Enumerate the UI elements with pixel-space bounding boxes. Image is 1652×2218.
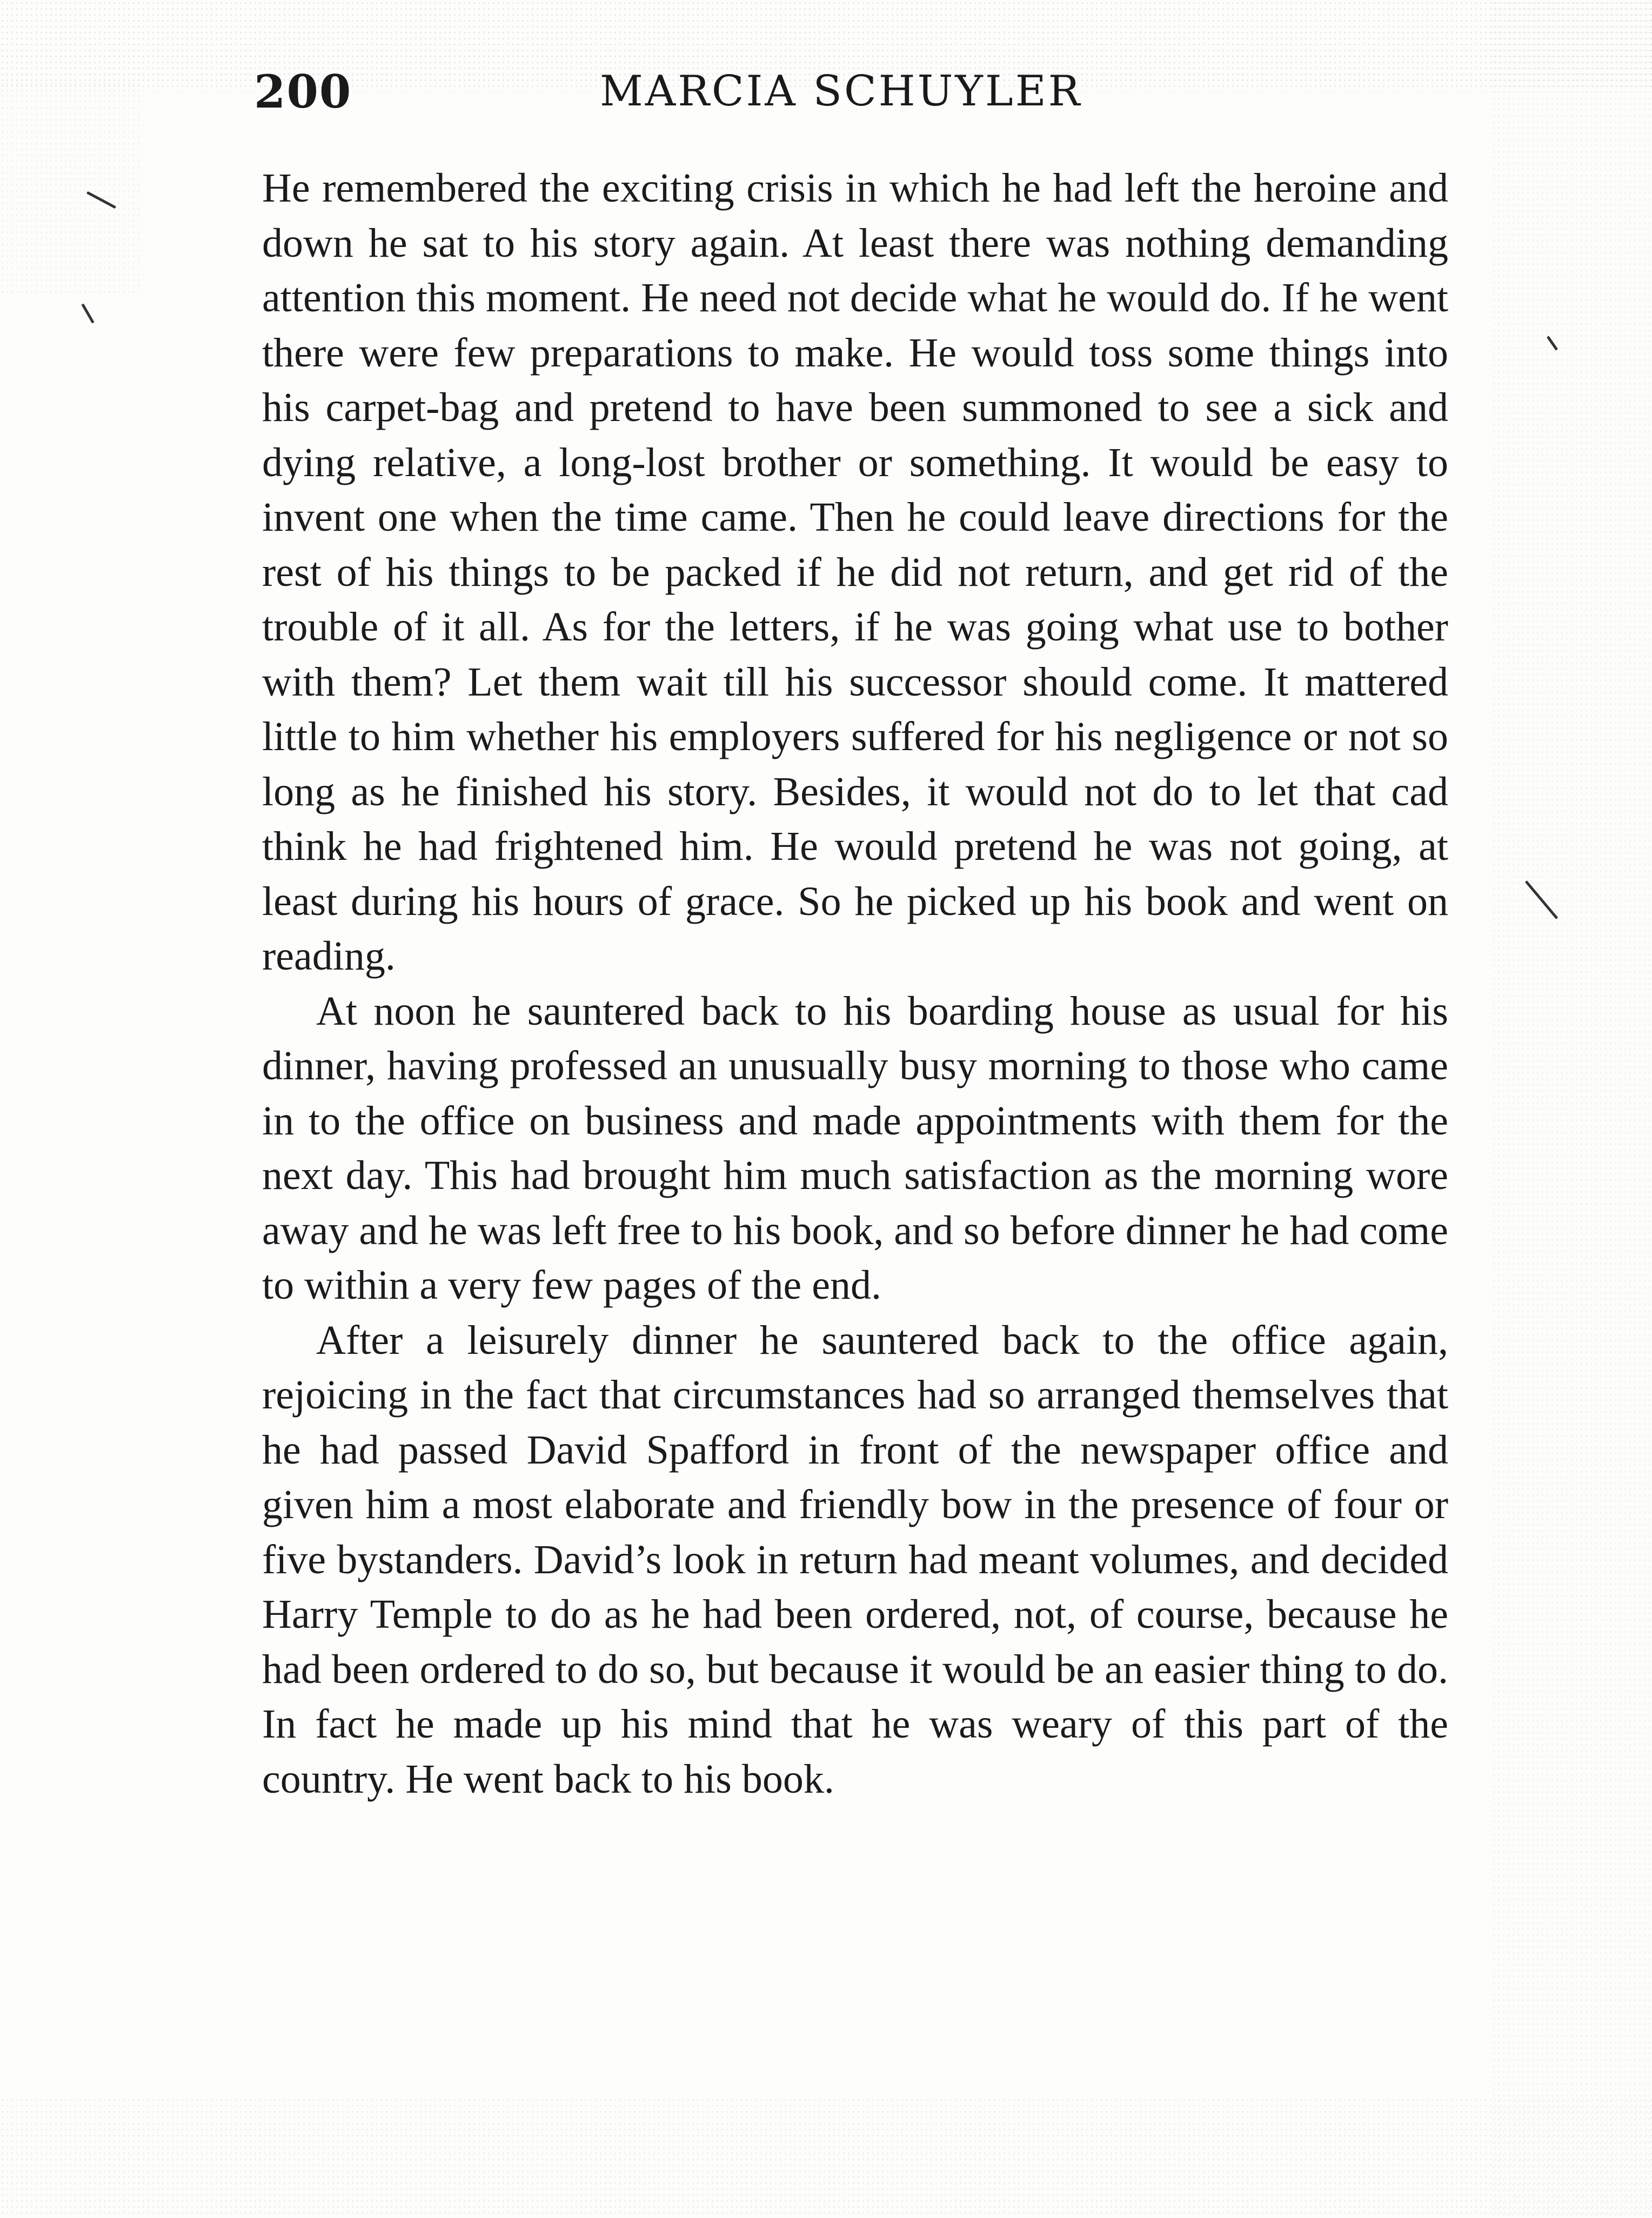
page-number: 200 — [254, 65, 352, 118]
paragraph-2: At noon he sauntered back to his boarding house as usual for his dinner, having professed an unusually busy morning to those who came in to the office on business and made appointments with them for the next day. This had brought him much satisfaction as the morning wore away and he was left free to his book, and so before dinner he had come to within a very few pages of the end. — [262, 988, 1448, 1308]
paragraph-1: He remembered the exciting crisis in which he had left the heroine and down he sat to his story again. At least there was nothing demanding attention this moment. He need not decide what he would do. If he went there were few preparations to make. He would toss some things into his carpet-bag and pretend to have been summoned to see a sick and dying relative, a long-lost brother or something. It would be easy to invent one when the time came. Then he could leave directions for the rest of his things to be packed if he did not return, and get rid of the trouble of it all. As for the letters, if he was going what use to bother with them? Let them wait till his successor should come. It mattered little to him whether his employers suffered for his negligence or not so long as he finished his story. Besides, it would not do to let that cad think he had frightened him. He would pretend he was not going, at least during his hours of grace. So he picked up his book and went on reading. — [262, 165, 1448, 979]
scan-noise-right — [1492, 0, 1652, 2218]
book-title: MARCIA SCHUYLER — [600, 67, 1082, 116]
paragraph-3: After a leisurely dinner he sauntered back to the office again, rejoicing in the fact that circumstances had so arranged themselves that he had passed David Spafford in front of the newspaper office and given him a most elaborate and friendly bow in the presence of four or five bystanders. David’s look in return had meant volumes, and decided Harry Temple to do as he had been ordered, not, of course, because he had been ordered to do so, but because it would be an easier thing to do. In fact he made up his mind that he was weary of this part of the country. He went back to his book. — [262, 1317, 1448, 1802]
running-head — [254, 65, 1416, 130]
margin-scratch — [81, 303, 94, 323]
scan-noise-left — [0, 81, 141, 297]
scan-noise-bottom — [0, 2097, 1652, 2218]
body-text — [262, 161, 1448, 1807]
